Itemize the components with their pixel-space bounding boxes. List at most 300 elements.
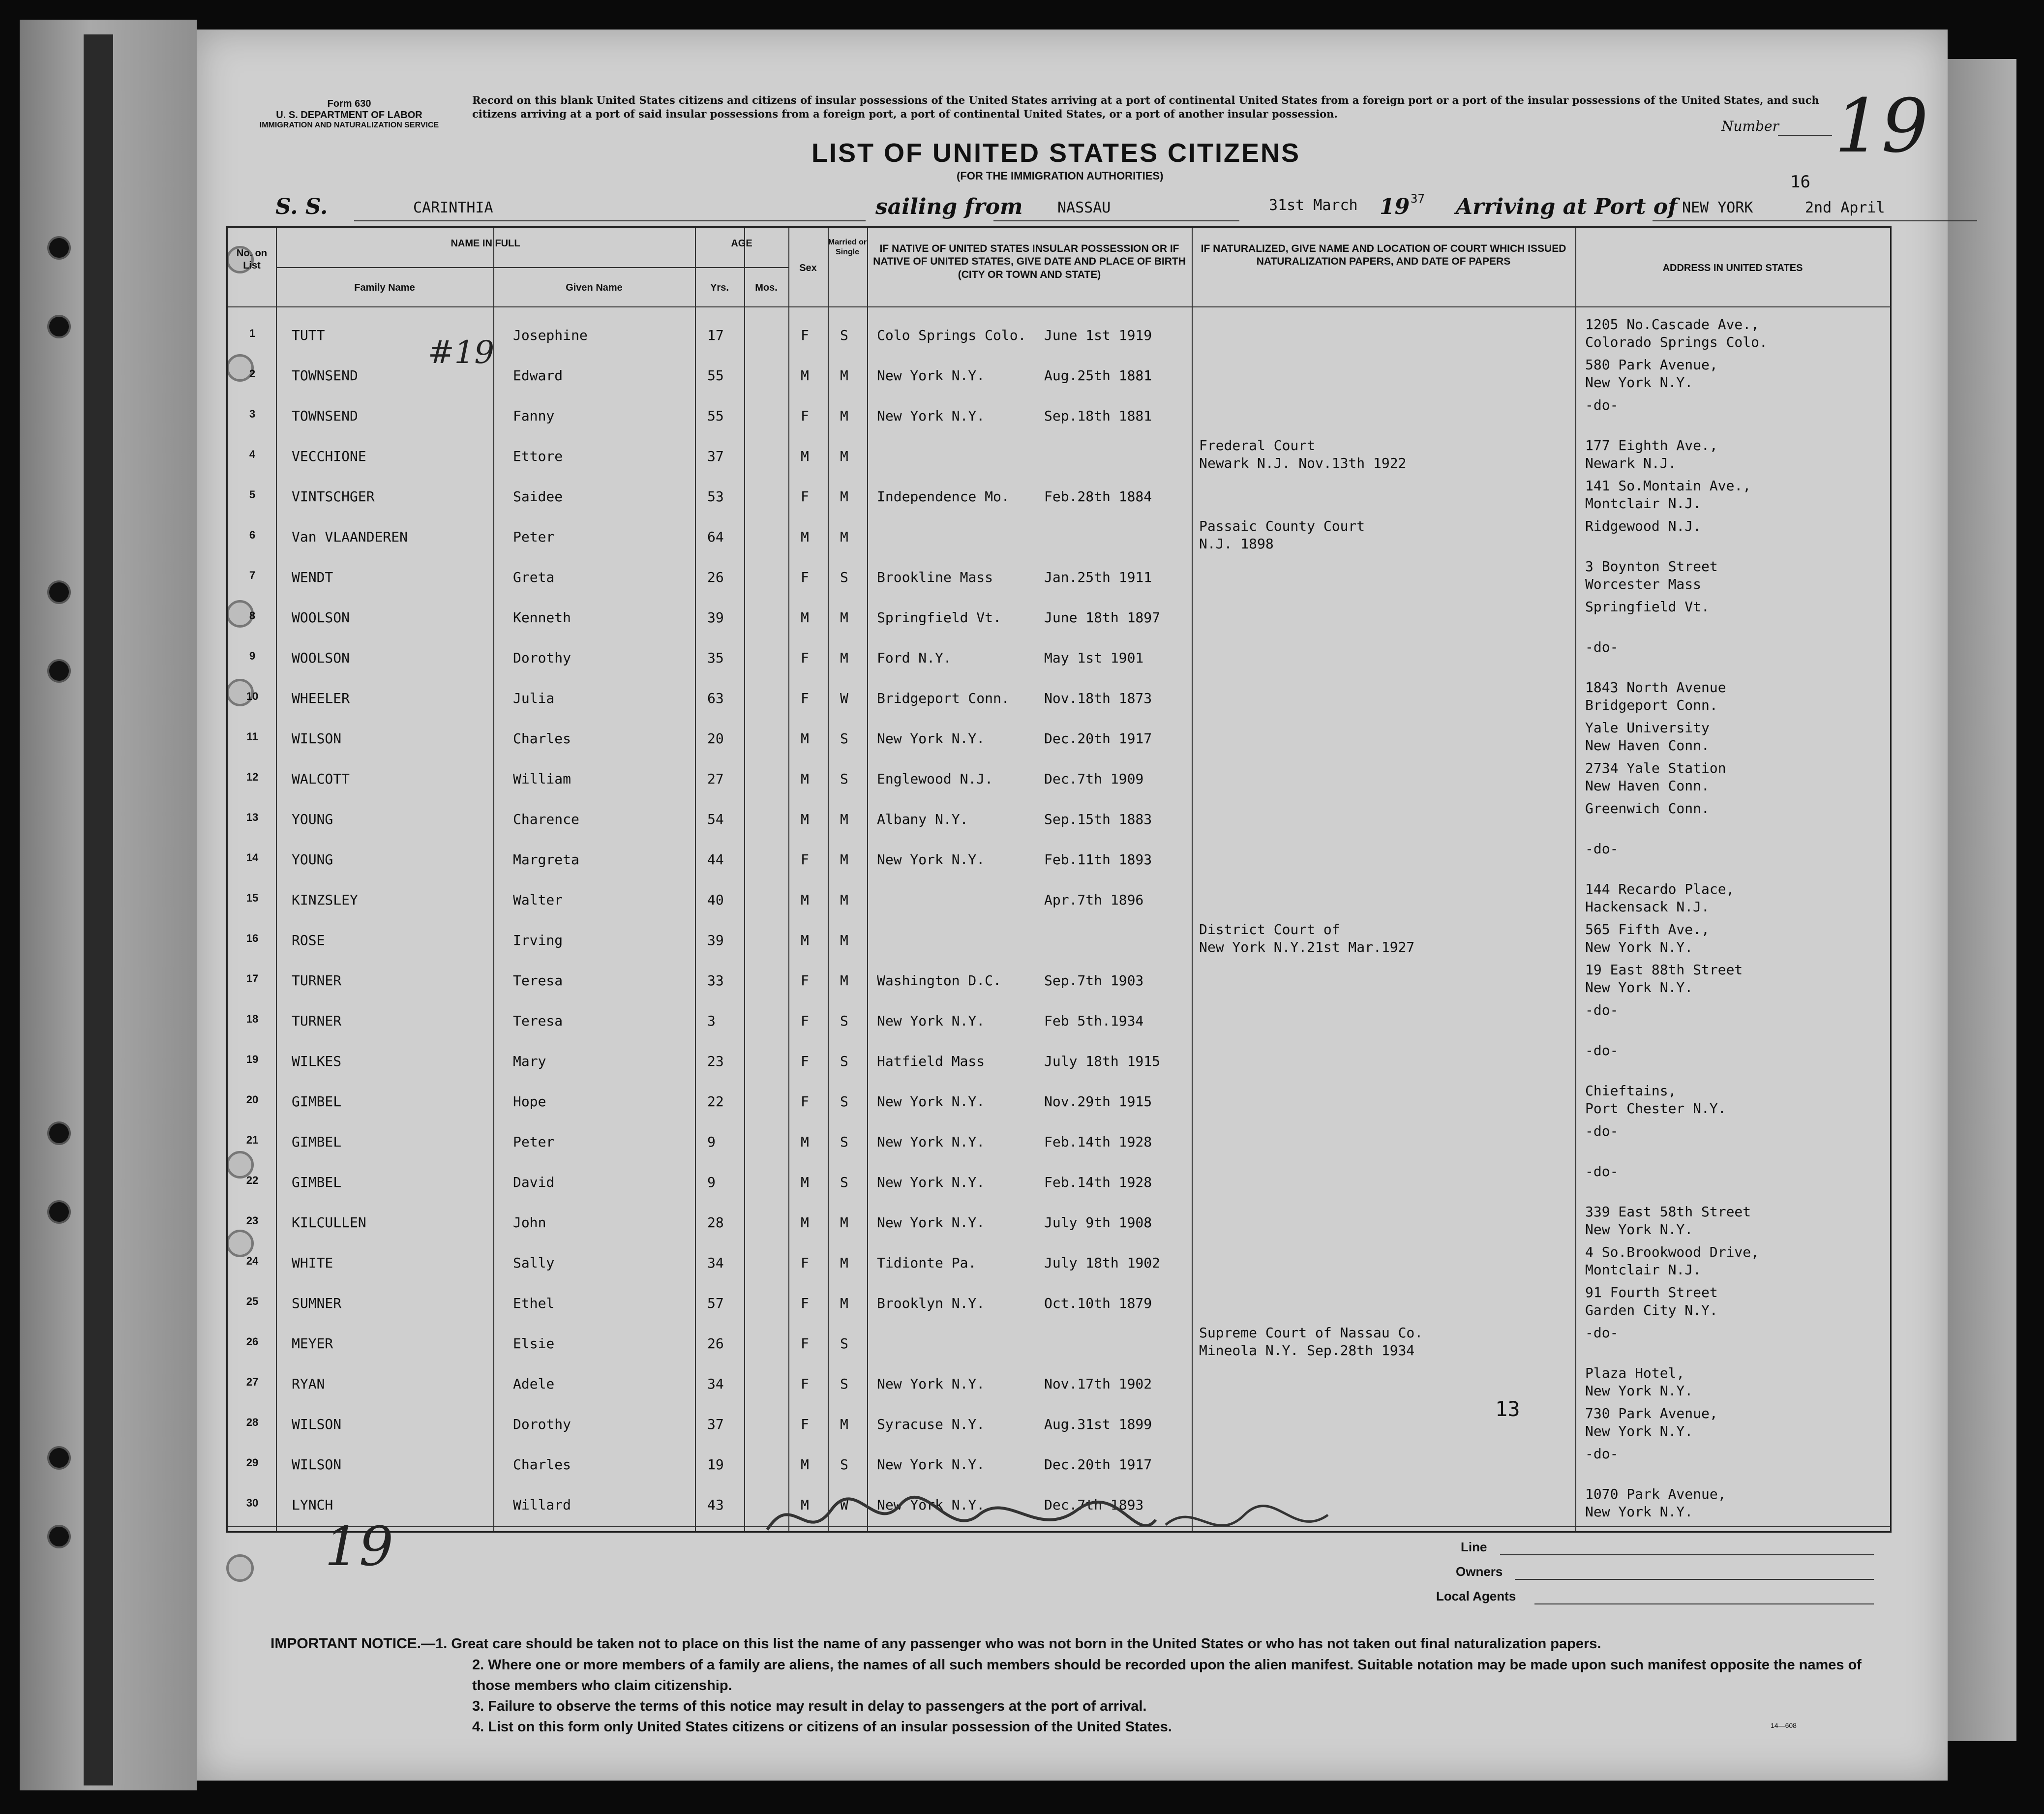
age-years: 54 <box>707 811 724 827</box>
number-label: Number <box>1721 118 1779 134</box>
age-years: 43 <box>707 1497 724 1513</box>
birth-date: Feb.14th 1928 <box>1044 1174 1152 1190</box>
number-value: 19 <box>1834 84 1928 169</box>
arrival-date: 2nd April <box>1805 199 1885 216</box>
birth-place: Brooklyn N.Y. <box>877 1295 985 1311</box>
row-number: 3 <box>249 408 256 420</box>
sex: M <box>801 1497 809 1513</box>
given-name: John <box>513 1214 546 1231</box>
address-line-1: -do- <box>1585 841 1619 857</box>
page-subtitle: (FOR THE IMMIGRATION AUTHORITIES) <box>957 170 1164 182</box>
family-name: KINZSLEY <box>292 892 358 908</box>
row-number: 30 <box>246 1497 259 1509</box>
address-line-1: 3 Boynton Street <box>1585 558 1718 574</box>
col-header-mos: Mos. <box>755 282 778 293</box>
naturalization-court: Supreme Court of Nassau Co. <box>1199 1325 1423 1341</box>
table-row <box>228 881 1890 921</box>
ss-label: S. S. <box>275 194 328 219</box>
sex: M <box>801 609 809 626</box>
given-name: Adele <box>513 1376 555 1392</box>
family-name: TOWNSEND <box>292 367 358 384</box>
row-number: 1 <box>249 327 256 339</box>
age-years: 35 <box>707 650 724 666</box>
age-years: 9 <box>707 1134 716 1150</box>
address-line-1: 177 Eighth Ave., <box>1585 437 1718 454</box>
address-line-2: New York N.Y. <box>1585 979 1693 996</box>
birth-place: Washington D.C. <box>877 972 1001 989</box>
binder-hole <box>47 1446 71 1470</box>
col-header-yrs: Yrs. <box>710 282 729 293</box>
address-line-2: Hackensack N.J. <box>1585 899 1710 915</box>
age-years: 34 <box>707 1376 724 1392</box>
age-years: 39 <box>707 609 724 626</box>
address-line-2: New Haven Conn. <box>1585 737 1710 754</box>
marital-status: S <box>840 1174 848 1190</box>
table-row <box>228 1446 1890 1486</box>
given-name: Charles <box>513 730 571 747</box>
family-name: WHEELER <box>292 690 350 706</box>
table-row <box>228 478 1890 518</box>
arrival-port: NEW YORK <box>1682 199 1753 216</box>
marital-status: S <box>840 771 848 787</box>
sex: F <box>801 972 809 989</box>
row-number: 23 <box>246 1214 259 1227</box>
table-row <box>228 1002 1890 1042</box>
col-header-birth: IF NATIVE OF UNITED STATES INSULAR POSSESSION OR IF NATIVE OF UNITED STATES, GIVE DATE AND PLACE OF BIRTH (CITY OR TOWN AND STATE) <box>873 243 1186 280</box>
marital-status: M <box>840 972 848 989</box>
birth-place: Albany N.Y. <box>877 811 968 827</box>
table-row <box>228 1365 1890 1405</box>
marital-status: S <box>840 1093 848 1110</box>
address-line-2: New York N.Y. <box>1585 374 1693 391</box>
table-row <box>228 518 1890 558</box>
address-line-1: 2734 Yale Station <box>1585 760 1726 776</box>
notice-4: 4. List on this form only United States citizens or citizens of an insular possession of the United States. <box>472 1719 1172 1735</box>
age-years: 9 <box>707 1174 716 1190</box>
family-name: VINTSCHGER <box>292 488 375 505</box>
ship-name: CARINTHIA <box>413 199 493 216</box>
table-row <box>228 1325 1890 1365</box>
marital-status: M <box>840 1295 848 1311</box>
sex: F <box>801 1295 809 1311</box>
birth-place: Tidionte Pa. <box>877 1255 977 1271</box>
address-line-1: 339 East 58th Street <box>1585 1204 1751 1220</box>
birth-date: July 18th 1915 <box>1044 1053 1161 1069</box>
birth-date: Jan.25th 1911 <box>1044 569 1152 585</box>
age-years: 26 <box>707 1335 724 1352</box>
birth-date: July 9th 1908 <box>1044 1214 1152 1231</box>
row-number: 6 <box>249 529 256 541</box>
sex: F <box>801 488 809 505</box>
naturalization-details: Newark N.J. Nov.13th 1922 <box>1199 455 1407 471</box>
family-name: WOOLSON <box>292 650 350 666</box>
marital-status: S <box>840 1376 848 1392</box>
sex: M <box>801 771 809 787</box>
given-name: Charles <box>513 1456 571 1473</box>
birth-place: New York N.Y. <box>877 1214 985 1231</box>
given-name: Elsie <box>513 1335 555 1352</box>
address-line-1: 1070 Park Avenue, <box>1585 1486 1726 1502</box>
marital-status: M <box>840 367 848 384</box>
row-number: 5 <box>249 488 256 501</box>
family-name: RYAN <box>292 1376 325 1392</box>
table-row <box>228 397 1890 437</box>
address-line-1: Ridgewood N.J. <box>1585 518 1702 534</box>
birth-place: Bridgeport Conn. <box>877 690 1010 706</box>
family-name: TURNER <box>292 972 342 989</box>
owners-label: Owners <box>1456 1564 1503 1579</box>
given-name: Julia <box>513 690 555 706</box>
sex: F <box>801 1093 809 1110</box>
address-line-1: 1843 North Avenue <box>1585 679 1726 695</box>
address-line-2: New York N.Y. <box>1585 1423 1693 1439</box>
important-notice <box>271 1633 1894 1737</box>
address-line-1: Yale University <box>1585 720 1710 736</box>
address-line-1: 91 Fourth Street <box>1585 1284 1718 1300</box>
row-number: 20 <box>246 1093 259 1106</box>
row-number: 26 <box>246 1335 259 1348</box>
sex: M <box>801 529 809 545</box>
address-line-2: Garden City N.Y. <box>1585 1302 1718 1318</box>
family-name: GIMBEL <box>292 1174 342 1190</box>
age-years: 63 <box>707 690 724 706</box>
birth-place: New York N.Y. <box>877 367 985 384</box>
address-line-1: 730 Park Avenue, <box>1585 1405 1718 1421</box>
birth-place: New York N.Y. <box>877 1376 985 1392</box>
row-number: 14 <box>246 851 259 864</box>
row-number: 4 <box>249 448 256 460</box>
marital-status: S <box>840 730 848 747</box>
family-name: TOWNSEND <box>292 408 358 424</box>
address-line-2: Montclair N.J. <box>1585 1262 1702 1278</box>
binder-hole <box>47 580 71 604</box>
sex: M <box>801 448 809 464</box>
sailing-label: sailing from <box>875 194 1023 219</box>
row-number: 22 <box>246 1174 259 1186</box>
print-code: 14—608 <box>1771 1722 1797 1729</box>
birth-date: June 1st 1919 <box>1044 327 1152 343</box>
age-years: 17 <box>707 327 724 343</box>
given-name: Edward <box>513 367 563 384</box>
row-number: 17 <box>246 972 259 985</box>
address-line-2: Bridgeport Conn. <box>1585 697 1718 713</box>
handwritten-page-number: 19 <box>325 1515 393 1578</box>
sailing-date: 31st March <box>1269 197 1358 214</box>
naturalization-court: Passaic County Court <box>1199 518 1365 534</box>
given-name: Walter <box>513 892 563 908</box>
table-row <box>228 1123 1890 1163</box>
age-years: 20 <box>707 730 724 747</box>
table-row <box>228 437 1890 478</box>
binder-strip <box>84 34 113 1785</box>
table-row <box>228 679 1890 720</box>
birth-date: Feb.14th 1928 <box>1044 1134 1152 1150</box>
service: IMMIGRATION AND NATURALIZATION SERVICE <box>259 121 439 129</box>
family-name: YOUNG <box>292 811 333 827</box>
birth-place: Syracuse N.Y. <box>877 1416 985 1432</box>
birth-date: Nov.17th 1902 <box>1044 1376 1152 1392</box>
sex: M <box>801 730 809 747</box>
arrival-day-alt: 16 <box>1790 172 1810 192</box>
address-line-2: Worcester Mass <box>1585 576 1702 592</box>
age-years: 64 <box>707 529 724 545</box>
birth-date: May 1st 1901 <box>1044 650 1144 666</box>
family-name: WALCOTT <box>292 771 350 787</box>
address-line-1: 580 Park Avenue, <box>1585 357 1718 373</box>
age-years: 33 <box>707 972 724 989</box>
sex: F <box>801 1053 809 1069</box>
sex: F <box>801 1335 809 1352</box>
birth-date: Dec.20th 1917 <box>1044 1456 1152 1473</box>
age-years: 28 <box>707 1214 724 1231</box>
notice-2: 2. Where one or more members of a family are aliens, the names of all such members should be recorded upon the alien manifest. Suitable notation may be made upon such manifest opposite the names of those members who claim citizenship. <box>472 1657 1862 1693</box>
row-number: 19 <box>246 1053 259 1065</box>
page-title: LIST OF UNITED STATES CITIZENS <box>812 138 1300 168</box>
sailing-from: NASSAU <box>1057 199 1111 216</box>
given-name: Peter <box>513 529 555 545</box>
row-number: 16 <box>246 932 259 944</box>
sex: M <box>801 1134 809 1150</box>
binder-hole <box>47 315 71 338</box>
document-page <box>197 30 1948 1781</box>
row-number: 18 <box>246 1013 259 1025</box>
notice-title: IMPORTANT NOTICE. <box>271 1635 421 1652</box>
given-name: Margreta <box>513 851 579 868</box>
page-count: 13 <box>1495 1397 1520 1421</box>
address-line-2: New York N.Y. <box>1585 939 1693 955</box>
col-header-naturalized: IF NATURALIZED, GIVE NAME AND LOCATION OF COURT WHICH ISSUED NATURALIZATION PAPERS, AND DATE OF PAPERS <box>1201 243 1566 268</box>
address-line-2: New Haven Conn. <box>1585 778 1710 794</box>
family-name: GIMBEL <box>292 1134 342 1150</box>
birth-place: New York N.Y. <box>877 730 985 747</box>
sex: F <box>801 1013 809 1029</box>
birth-place: Colo Springs Colo. <box>877 327 1026 343</box>
birth-date: Aug.25th 1881 <box>1044 367 1152 384</box>
given-name: William <box>513 771 571 787</box>
family-name: MEYER <box>292 1335 333 1352</box>
address-line-1: 141 So.Montain Ave., <box>1585 478 1751 494</box>
birth-place: Springfield Vt. <box>877 609 1001 626</box>
family-name: WILSON <box>292 730 342 747</box>
agents-label: Local Agents <box>1436 1589 1516 1603</box>
age-years: 19 <box>707 1456 724 1473</box>
table-row <box>228 800 1890 841</box>
col-header-family: Family Name <box>354 282 415 293</box>
binder-hole <box>47 1525 71 1548</box>
sex: M <box>801 1456 809 1473</box>
sex: F <box>801 1255 809 1271</box>
table-row <box>228 1284 1890 1325</box>
naturalization-court: District Court of <box>1199 921 1340 937</box>
marital-status: M <box>840 811 848 827</box>
birth-place: Hatfield Mass <box>877 1053 985 1069</box>
table-row <box>228 1163 1890 1204</box>
birth-place: New York N.Y. <box>877 1497 985 1513</box>
address-line-1: -do- <box>1585 1446 1619 1462</box>
age-years: 37 <box>707 448 724 464</box>
birth-date: July 18th 1902 <box>1044 1255 1161 1271</box>
given-name: Teresa <box>513 972 563 989</box>
address-line-2: Newark N.J. <box>1585 455 1677 471</box>
sex: F <box>801 327 809 343</box>
sex: M <box>801 1174 809 1190</box>
table-row <box>228 760 1890 800</box>
given-name: Irving <box>513 932 563 948</box>
address-line-1: Plaza Hotel, <box>1585 1365 1685 1381</box>
address-line-2: New York N.Y. <box>1585 1221 1693 1238</box>
address-line-1: 19 East 88th Street <box>1585 962 1743 978</box>
address-line-1: -do- <box>1585 1123 1619 1139</box>
marital-status: M <box>840 892 848 908</box>
address-line-1: 144 Recardo Place, <box>1585 881 1735 897</box>
given-name: Dorothy <box>513 650 571 666</box>
address-line-1: 565 Fifth Ave., <box>1585 921 1710 937</box>
family-name: WILSON <box>292 1456 342 1473</box>
family-name: KILCULLEN <box>292 1214 366 1231</box>
family-name: WILKES <box>292 1053 342 1069</box>
birth-date: Oct.10th 1879 <box>1044 1295 1152 1311</box>
address-line-2: Montclair N.J. <box>1585 495 1702 512</box>
birth-place: New York N.Y. <box>877 408 985 424</box>
address-line-2: Colorado Springs Colo. <box>1585 334 1768 350</box>
marital-status: S <box>840 327 848 343</box>
marital-status: M <box>840 609 848 626</box>
birth-date: Sep.15th 1883 <box>1044 811 1152 827</box>
col-header-age: AGE <box>731 238 752 249</box>
age-years: 34 <box>707 1255 724 1271</box>
col-header-given: Given Name <box>566 282 623 293</box>
address-line-1: -do- <box>1585 639 1619 655</box>
family-name: WHITE <box>292 1255 333 1271</box>
family-name: TUTT <box>292 327 325 343</box>
family-name: GIMBEL <box>292 1093 342 1110</box>
row-number: 21 <box>246 1134 259 1146</box>
row-number: 27 <box>246 1376 259 1388</box>
birth-place: New York N.Y. <box>877 1174 985 1190</box>
marital-status: S <box>840 569 848 585</box>
row-number: 28 <box>246 1416 259 1428</box>
birth-date: Sep.18th 1881 <box>1044 408 1152 424</box>
age-years: 27 <box>707 771 724 787</box>
birth-date: Nov.18th 1873 <box>1044 690 1152 706</box>
notice-1: —1. Great care should be taken not to place on this list the name of any passenger who was not born in the United States or who has not taken out final naturalization papers. <box>421 1636 1601 1652</box>
row-number: 25 <box>246 1295 259 1307</box>
given-name: Willard <box>513 1497 571 1513</box>
col-header-address: ADDRESS IN UNITED STATES <box>1662 263 1803 273</box>
given-name: Josephine <box>513 327 588 343</box>
birth-place: Brookline Mass <box>877 569 993 585</box>
given-name: Teresa <box>513 1013 563 1029</box>
given-name: Ettore <box>513 448 563 464</box>
sail-year: 37 <box>1411 192 1425 206</box>
sex: F <box>801 1376 809 1392</box>
signature <box>762 1485 1353 1554</box>
row-number: 7 <box>249 569 256 581</box>
col-header-married: Married or Single <box>828 238 867 256</box>
age-years: 53 <box>707 488 724 505</box>
birth-date: Aug.31st 1899 <box>1044 1416 1152 1432</box>
family-name: TURNER <box>292 1013 342 1029</box>
age-years: 55 <box>707 367 724 384</box>
row-number: 15 <box>246 892 259 904</box>
given-name: Greta <box>513 569 555 585</box>
sex: M <box>801 367 809 384</box>
table-row <box>228 599 1890 639</box>
table-row <box>228 841 1890 881</box>
given-name: Dorothy <box>513 1416 571 1432</box>
row-number: 24 <box>246 1255 259 1267</box>
age-years: 55 <box>707 408 724 424</box>
table-row <box>228 962 1890 1002</box>
family-name: ROSE <box>292 932 325 948</box>
birth-place: New York N.Y. <box>877 1134 985 1150</box>
birth-place: New York N.Y. <box>877 1093 985 1110</box>
marital-status: S <box>840 1053 848 1069</box>
table-row <box>228 1405 1890 1446</box>
marital-status: S <box>840 1013 848 1029</box>
family-name: WILSON <box>292 1416 342 1432</box>
address-line-2: New York N.Y. <box>1585 1504 1693 1520</box>
punch-ring <box>226 1554 254 1582</box>
table-row <box>228 1083 1890 1123</box>
address-line-1: 4 So.Brookwood Drive, <box>1585 1244 1760 1260</box>
birth-place: New York N.Y. <box>877 851 985 868</box>
col-header-name: NAME IN FULL <box>451 238 520 249</box>
birth-place: Englewood N.J. <box>877 771 993 787</box>
row-number: 12 <box>246 771 259 783</box>
family-name: WOOLSON <box>292 609 350 626</box>
binder-hole <box>47 659 71 683</box>
binder-hole <box>47 236 71 260</box>
row-number: 10 <box>246 690 259 702</box>
marital-status: S <box>840 1335 848 1352</box>
handwritten-row1-note: #19 <box>428 334 495 371</box>
department: U. S. DEPARTMENT OF LABOR <box>276 110 422 121</box>
birth-date: Sep.7th 1903 <box>1044 972 1144 989</box>
table-row <box>228 720 1890 760</box>
marital-status: M <box>840 448 848 464</box>
birth-date: Feb.28th 1884 <box>1044 488 1152 505</box>
family-name: SUMNER <box>292 1295 342 1311</box>
address-line-1: -do- <box>1585 1325 1619 1341</box>
arriving-label: Arriving at Port of <box>1456 194 1678 219</box>
given-name: Hope <box>513 1093 546 1110</box>
age-years: 3 <box>707 1013 716 1029</box>
marital-status: M <box>840 529 848 545</box>
sex: F <box>801 408 809 424</box>
marital-status: W <box>840 1497 848 1513</box>
line-label: Line <box>1461 1540 1487 1554</box>
intro-text: Record on this blank United States citizens and citizens of insular possessions of the United States arriving at a port of continental United States from a foreign port or a port of the insular possessions of the United States, and such citizens arriving at a port of said insular possessions from a foreign port, a port of continental United States, or a port of another insular possession. <box>472 94 1819 121</box>
marital-status: M <box>840 408 848 424</box>
age-years: 23 <box>707 1053 724 1069</box>
age-years: 39 <box>707 932 724 948</box>
birth-date: Dec.7th 1909 <box>1044 771 1144 787</box>
given-name: Mary <box>513 1053 546 1069</box>
birth-date: Apr.7th 1896 <box>1044 892 1144 908</box>
marital-status: M <box>840 650 848 666</box>
birth-date: Dec.7th 1893 <box>1044 1497 1144 1513</box>
sex: F <box>801 690 809 706</box>
address-line-1: Greenwich Conn. <box>1585 800 1710 816</box>
marital-status: M <box>840 1255 848 1271</box>
age-years: 26 <box>707 569 724 585</box>
address-line-2: Port Chester N.Y. <box>1585 1100 1726 1117</box>
sex: M <box>801 892 809 908</box>
given-name: Kenneth <box>513 609 571 626</box>
birth-place: Ford N.Y. <box>877 650 952 666</box>
naturalization-details: New York N.Y.21st Mar.1927 <box>1199 939 1415 955</box>
